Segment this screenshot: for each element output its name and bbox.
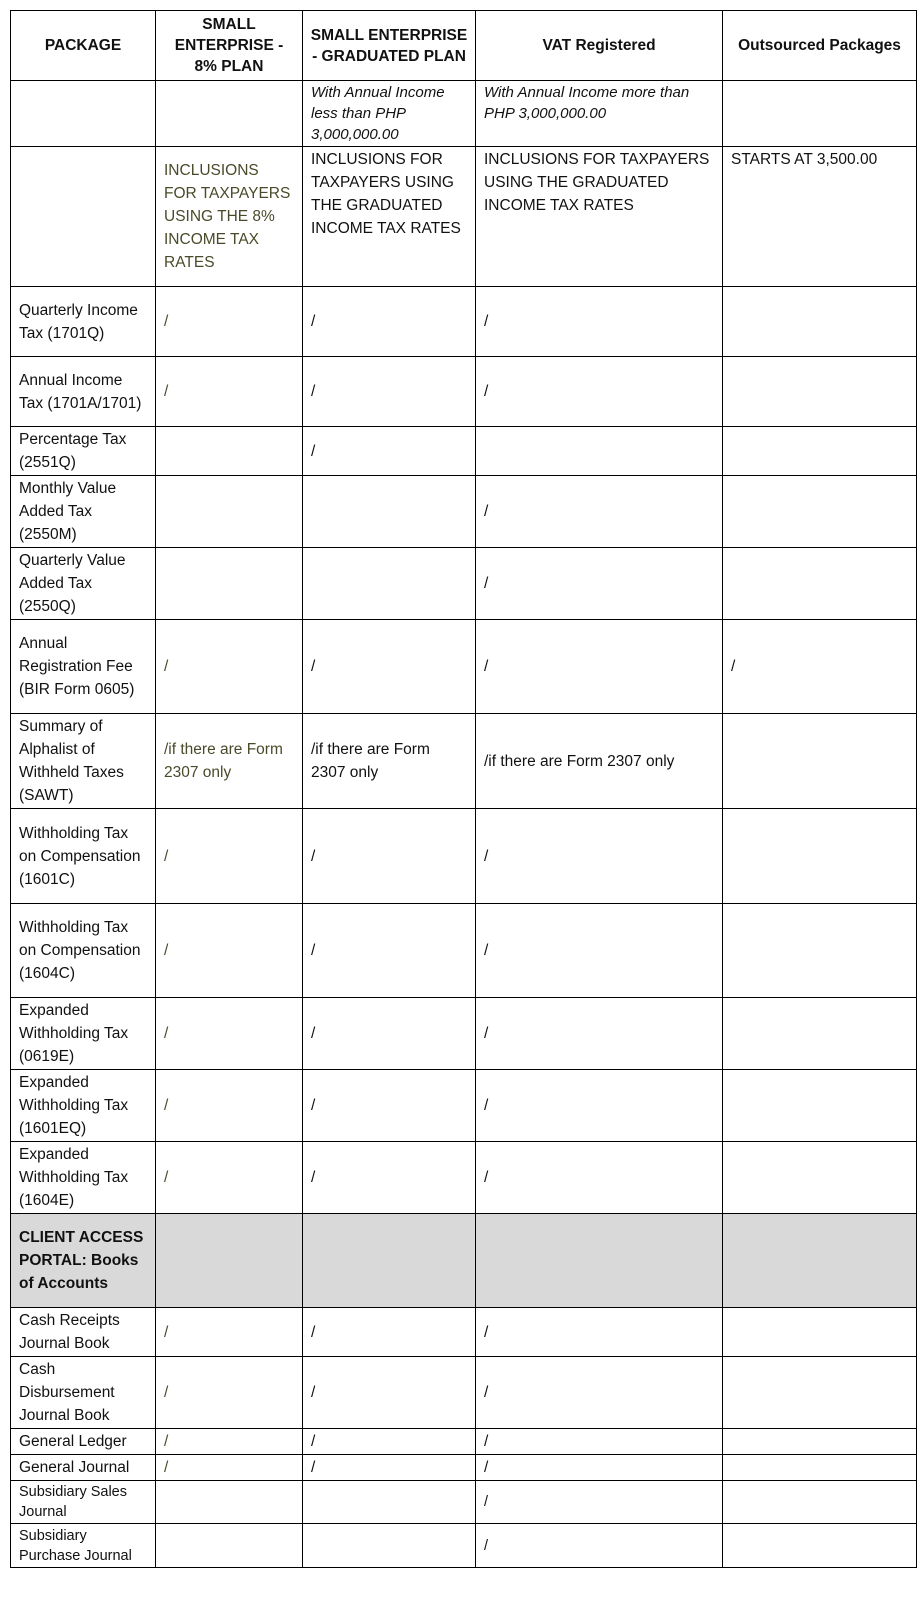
portal-empty-cell xyxy=(303,1214,476,1308)
row-mark xyxy=(723,714,917,809)
row-mark: / xyxy=(476,1481,723,1524)
tax-row xyxy=(11,476,917,548)
row-mark xyxy=(723,904,917,998)
row-mark: / xyxy=(476,904,723,998)
row-mark xyxy=(303,476,476,548)
tax-row xyxy=(11,548,917,620)
row-mark xyxy=(156,476,303,548)
row-mark: / xyxy=(476,998,723,1070)
row-mark: / xyxy=(476,1524,723,1568)
row-mark: / xyxy=(476,548,723,620)
tax-row xyxy=(11,998,917,1070)
row-label: General Journal xyxy=(11,1455,156,1481)
row-mark xyxy=(723,1455,917,1481)
inclusions-cell: INCLUSIONS FOR TAXPAYERS USING THE 8% INCOME TAX RATES xyxy=(156,147,303,287)
row-label: Cash Receipts Journal Book xyxy=(11,1308,156,1357)
row-mark: / xyxy=(303,1070,476,1142)
row-mark xyxy=(156,1524,303,1568)
row-mark xyxy=(723,1357,917,1429)
book-row xyxy=(11,1455,917,1481)
row-mark: / xyxy=(156,1429,303,1455)
header-outsourced: Outsourced Packages xyxy=(723,11,917,81)
row-mark: / xyxy=(156,1357,303,1429)
row-mark: / xyxy=(303,904,476,998)
book-row xyxy=(11,1481,917,1524)
row-mark: / xyxy=(156,904,303,998)
row-mark: / xyxy=(723,620,917,714)
row-mark xyxy=(723,1429,917,1455)
subheader-cell xyxy=(723,81,917,147)
row-label: Expanded Withholding Tax (1604E) xyxy=(11,1142,156,1214)
row-label: Expanded Withholding Tax (1601EQ) xyxy=(11,1070,156,1142)
row-mark: / xyxy=(303,1308,476,1357)
row-label: Annual Registration Fee (BIR Form 0605) xyxy=(11,620,156,714)
row-mark: / xyxy=(303,620,476,714)
book-rows xyxy=(11,1308,917,1568)
row-mark: / xyxy=(476,809,723,904)
row-mark: / xyxy=(476,1308,723,1357)
row-mark xyxy=(476,427,723,476)
row-mark: / xyxy=(476,287,723,357)
row-mark: / xyxy=(303,287,476,357)
row-mark xyxy=(723,1142,917,1214)
portal-empty-cell xyxy=(476,1214,723,1308)
portal-empty-cell xyxy=(156,1214,303,1308)
header-graduated-plan: SMALL ENTERPRISE - GRADUATED PLAN xyxy=(303,11,476,81)
row-label: Subsidiary Sales Journal xyxy=(11,1481,156,1524)
row-label: Expanded Withholding Tax (0619E) xyxy=(11,998,156,1070)
row-mark: / xyxy=(303,1142,476,1214)
inclusions-cell: INCLUSIONS FOR TAXPAYERS USING THE GRADUATED INCOME TAX RATES xyxy=(476,147,723,287)
row-mark xyxy=(723,476,917,548)
row-mark: / xyxy=(476,1070,723,1142)
row-mark: / xyxy=(476,1142,723,1214)
row-mark: / xyxy=(476,476,723,548)
row-mark xyxy=(156,548,303,620)
row-label: Annual Income Tax (1701A/1701) xyxy=(11,357,156,427)
row-label: Percentage Tax (2551Q) xyxy=(11,427,156,476)
row-mark xyxy=(303,1481,476,1524)
row-mark: /if there are Form 2307 only xyxy=(476,714,723,809)
portal-header-row xyxy=(11,1214,917,1308)
row-mark: / xyxy=(303,809,476,904)
subheader-cell xyxy=(11,81,156,147)
tax-row xyxy=(11,427,917,476)
book-row xyxy=(11,1357,917,1429)
row-mark: / xyxy=(303,427,476,476)
tax-row xyxy=(11,287,917,357)
inclusions-row xyxy=(11,147,917,287)
row-mark xyxy=(156,427,303,476)
row-mark xyxy=(723,287,917,357)
row-mark xyxy=(723,357,917,427)
tax-row xyxy=(11,1070,917,1142)
row-mark: / xyxy=(156,1142,303,1214)
header-row xyxy=(11,11,917,81)
tax-row xyxy=(11,357,917,427)
package-comparison-table xyxy=(10,10,917,1568)
row-mark: / xyxy=(303,357,476,427)
book-row xyxy=(11,1308,917,1357)
row-mark: / xyxy=(156,357,303,427)
row-mark: / xyxy=(156,287,303,357)
row-mark xyxy=(723,427,917,476)
row-mark: /if there are Form 2307 only xyxy=(156,714,303,809)
row-mark: / xyxy=(156,620,303,714)
row-mark: / xyxy=(476,620,723,714)
tax-row xyxy=(11,809,917,904)
row-label: General Ledger xyxy=(11,1429,156,1455)
row-mark xyxy=(723,548,917,620)
tax-row xyxy=(11,714,917,809)
row-mark xyxy=(156,1481,303,1524)
row-label: Cash Disbursement Journal Book xyxy=(11,1357,156,1429)
tax-row xyxy=(11,1142,917,1214)
row-mark xyxy=(723,1308,917,1357)
tax-rows xyxy=(11,287,917,1214)
row-label: Quarterly Income Tax (1701Q) xyxy=(11,287,156,357)
row-mark: / xyxy=(476,1429,723,1455)
row-label: Summary of Alphalist of Withheld Taxes (SAWT) xyxy=(11,714,156,809)
inclusions-cell xyxy=(11,147,156,287)
row-mark xyxy=(723,1481,917,1524)
header-package: PACKAGE xyxy=(11,11,156,81)
row-mark xyxy=(723,809,917,904)
row-mark: / xyxy=(303,1357,476,1429)
row-label: Monthly Value Added Tax (2550M) xyxy=(11,476,156,548)
subheader-cell: With Annual Income less than PHP 3,000,000.00 xyxy=(303,81,476,147)
tax-row xyxy=(11,620,917,714)
row-mark xyxy=(723,998,917,1070)
row-mark: / xyxy=(156,998,303,1070)
row-mark xyxy=(723,1524,917,1568)
row-mark: / xyxy=(156,809,303,904)
row-mark: / xyxy=(303,1429,476,1455)
row-mark: / xyxy=(156,1308,303,1357)
row-mark: / xyxy=(156,1455,303,1481)
subheader-cell xyxy=(156,81,303,147)
row-label: Withholding Tax on Compensation (1601C) xyxy=(11,809,156,904)
row-mark: / xyxy=(476,357,723,427)
inclusions-cell: INCLUSIONS FOR TAXPAYERS USING THE GRADUATED INCOME TAX RATES xyxy=(303,147,476,287)
book-row xyxy=(11,1429,917,1455)
row-mark xyxy=(303,548,476,620)
row-mark xyxy=(723,1070,917,1142)
subheader-cell: With Annual Income more than PHP 3,000,000.00 xyxy=(476,81,723,147)
subheader-row xyxy=(11,81,917,147)
row-label: Withholding Tax on Compensation (1604C) xyxy=(11,904,156,998)
row-mark: /if there are Form 2307 only xyxy=(303,714,476,809)
header-8-percent-plan: SMALL ENTERPRISE - 8% PLAN xyxy=(156,11,303,81)
inclusions-price: STARTS AT 3,500.00 xyxy=(723,147,917,287)
portal-empty-cell xyxy=(723,1214,917,1308)
header-vat-registered: VAT Registered xyxy=(476,11,723,81)
row-label: Quarterly Value Added Tax (2550Q) xyxy=(11,548,156,620)
row-mark: / xyxy=(156,1070,303,1142)
row-mark: / xyxy=(476,1357,723,1429)
row-label: Subsidiary Purchase Journal xyxy=(11,1524,156,1568)
row-mark xyxy=(303,1524,476,1568)
tax-row xyxy=(11,904,917,998)
row-mark: / xyxy=(476,1455,723,1481)
portal-header: CLIENT ACCESS PORTAL: Books of Accounts xyxy=(11,1214,156,1308)
book-row xyxy=(11,1524,917,1568)
row-mark: / xyxy=(303,998,476,1070)
row-mark: / xyxy=(303,1455,476,1481)
